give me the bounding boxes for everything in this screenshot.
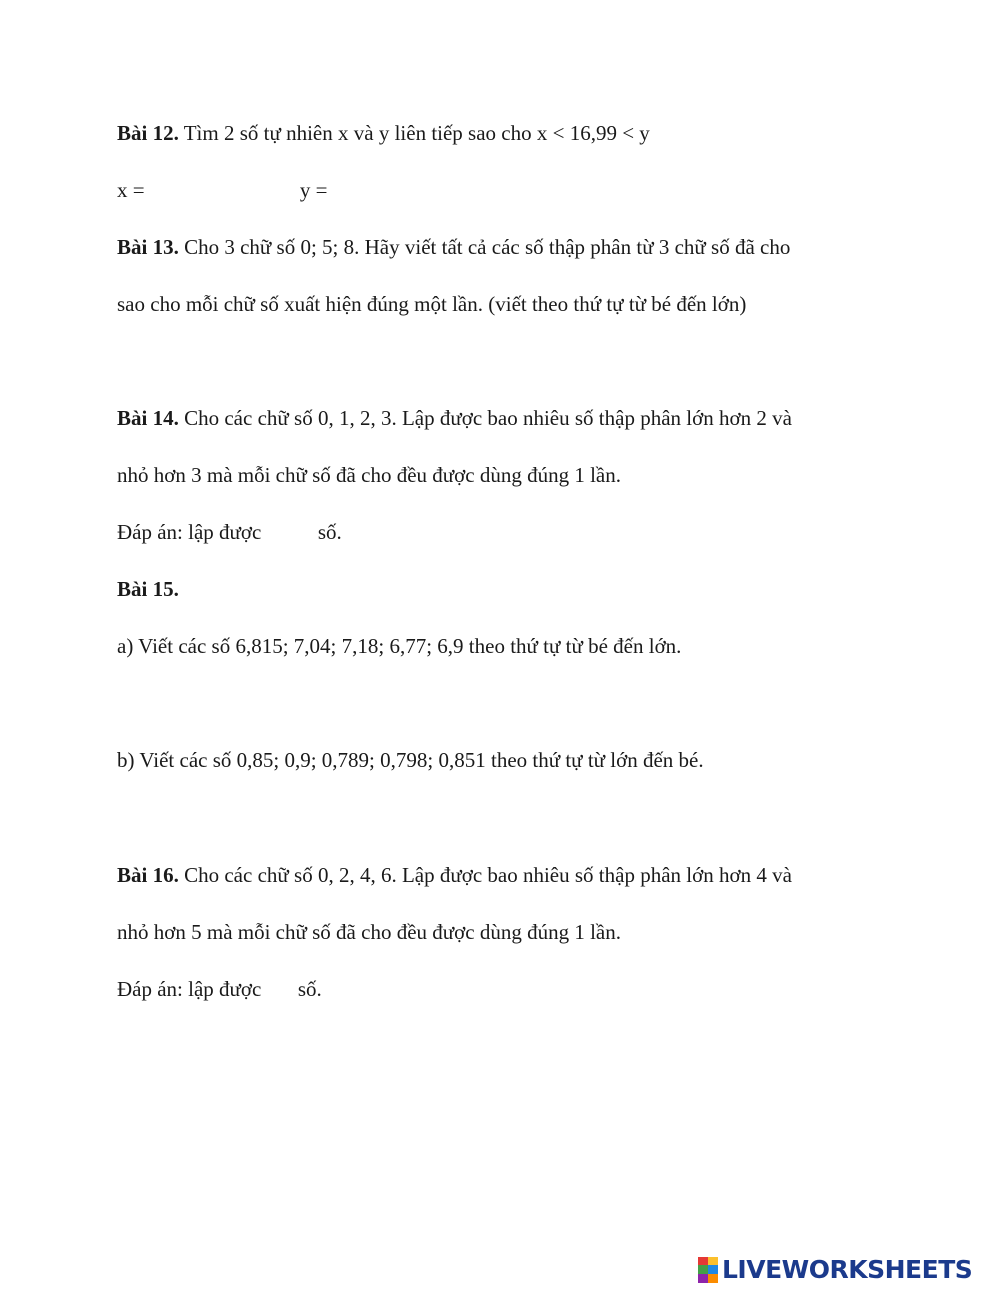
logo-icon-letter xyxy=(708,1274,718,1283)
logo-icon-letter xyxy=(708,1257,718,1265)
bai12-text: Tìm 2 số tự nhiên x và y liên tiếp sao cho x < 16,99 < y xyxy=(178,121,650,145)
bai14-question-line2 xyxy=(117,461,621,489)
logo-icon-letter xyxy=(698,1257,708,1265)
bai13-text2: sao cho mỗi chữ số xuất hiện đúng một lần. (viết theo thứ tự từ bé đến lớn) xyxy=(117,292,747,316)
logo-icon-letter xyxy=(698,1274,708,1283)
bai14-label: Bài 14. xyxy=(117,406,179,430)
logo-icon-letter xyxy=(708,1265,718,1274)
bai16-answer-row xyxy=(117,975,322,1003)
bai16-answer-prefix: Đáp án: lập được xyxy=(117,977,267,1001)
logo-icon-letter xyxy=(698,1265,708,1274)
logo-text: LIVEWORKSHEETS xyxy=(722,1255,973,1284)
bai16-question-line2 xyxy=(117,918,621,946)
bai15-part-b: b) Viết các số 0,85; 0,9; 0,789; 0,798; 0,851 theo thứ tự từ lớn đến bé. xyxy=(117,748,704,772)
bai16-question-line1 xyxy=(117,861,792,889)
bai14-answer-suffix: số. xyxy=(312,520,342,544)
bai13-text1: Cho 3 chữ số 0; 5; 8. Hãy viết tất cả các số thập phân từ 3 chữ số đã cho xyxy=(178,235,791,259)
bai12-answer-row xyxy=(117,176,483,204)
y-label: y = xyxy=(299,178,333,202)
bai16-text1: Cho các chữ số 0, 2, 4, 6. Lập được bao nhiêu số thập phân lớn hơn 4 và xyxy=(178,863,792,887)
bai13-question-line1 xyxy=(117,233,790,261)
bai16-text2: nhỏ hơn 5 mà mỗi chữ số đã cho đều được dùng đúng 1 lần. xyxy=(117,920,621,944)
bai14-text1: Cho các chữ số 0, 1, 2, 3. Lập được bao nhiêu số thập phân lớn hơn 2 và xyxy=(178,406,792,430)
x-label: x = xyxy=(117,178,150,202)
bai14-answer-row xyxy=(117,518,342,546)
bai13-label: Bài 13. xyxy=(117,235,179,259)
bai14-answer-prefix: Đáp án: lập được xyxy=(117,520,267,544)
bai12-question xyxy=(117,119,650,147)
liveworksheets-logo xyxy=(698,1255,972,1285)
bai15-label: Bài 15. xyxy=(117,577,179,601)
bai13-question-line2 xyxy=(117,290,746,318)
bai15-part-a: a) Viết các số 6,815; 7,04; 7,18; 6,77; 6,9 theo thứ tự từ bé đến lớn. xyxy=(117,634,682,658)
bai16-answer-suffix: số. xyxy=(292,977,322,1001)
bai14-question-line1 xyxy=(117,404,792,432)
bai16-label: Bài 16. xyxy=(117,863,179,887)
bai14-text2: nhỏ hơn 3 mà mỗi chữ số đã cho đều được dùng đúng 1 lần. xyxy=(117,463,621,487)
liveworksheets-logo-icon xyxy=(698,1257,718,1283)
bai12-label: Bài 12. xyxy=(117,121,179,145)
